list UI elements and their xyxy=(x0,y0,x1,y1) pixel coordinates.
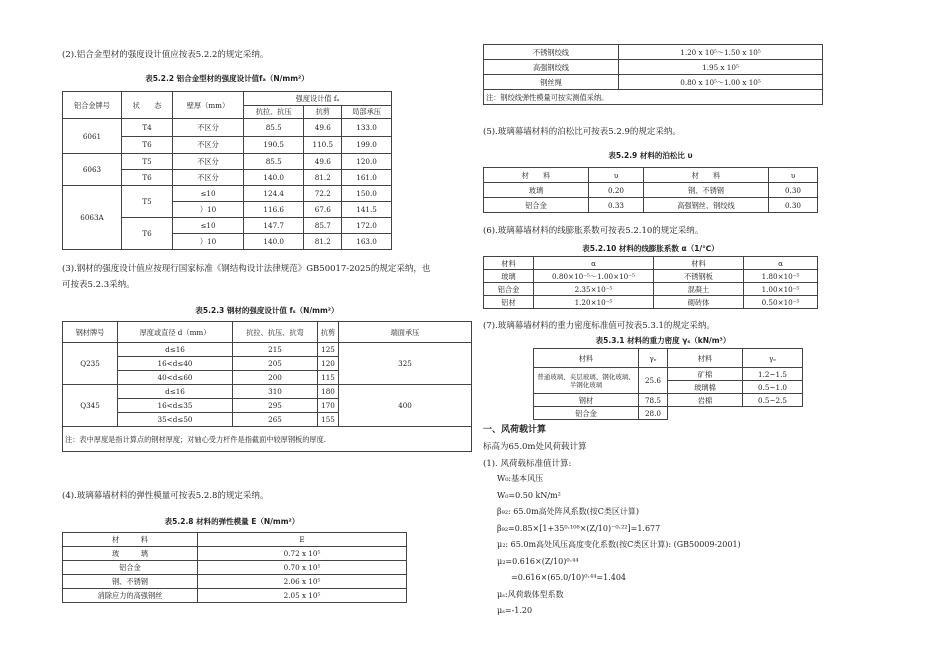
para-elastic-modulus: (4).玻璃幕墙材料的弹性模量可按表5.2.8的规定采纳。 xyxy=(62,491,269,501)
table-row: 玻 璃 0.72 x 10⁵ xyxy=(63,547,407,561)
formula-line: μₛ:风荷载体型系数 xyxy=(497,589,564,599)
table-row: 铝合金 28.0 xyxy=(534,407,803,420)
th-material: 材 料 xyxy=(63,533,198,547)
table-row: T6 不区分 140.0 81.2 161.0 xyxy=(63,170,392,186)
table-row: 16<d≤35 295 170 xyxy=(63,399,472,413)
table-5-2-9: 材 料 υ 材 料 υ 玻璃 0.20 钢、不锈钢 0.30 铝合金 0.33 高强钢丝、钢绞线 0.30 xyxy=(483,167,818,213)
para-wind-elevation: 标高为65.0m处风荷载计算 xyxy=(483,442,587,452)
th-shear: 抗剪 xyxy=(304,105,342,119)
table-row: 钢材 78.5 岩棉 0.5~2.5 xyxy=(534,394,803,407)
table-5-2-8-caption: 表5.2.8 材料的弹性模量 E（N/mm²） xyxy=(164,517,300,526)
table-5-2-10: 材料 α 材料 α 玻璃 0.80×10⁻⁵～1.00×10⁻⁵ 不锈钢板 1.80×10⁻⁵ 铝合金 2.35×10⁻⁵ 混凝土 1.00×10⁻⁵ 铝材 1.20×10⁻⁵ 砌砖体 0.50×10⁻⁵ xyxy=(483,256,818,309)
table-5-3-1: 材料 γₑ 材料 γₑ 普通玻璃、夹层玻璃、钢化玻璃、半钢化玻璃 25.6 矿棉 1.2~1.5 玻璃棉 0.5~1.0 钢材 78.5 岩棉 0.5~2.5 铝合金 28.0 xyxy=(533,348,803,420)
table-row: 不锈钢绞线 1.20 x 10⁵～1.50 x 10⁵ xyxy=(484,45,823,60)
table-row: 6061 T4 不区分 85.5 49.6 133.0 xyxy=(63,119,392,137)
table-row: 玻璃 0.80×10⁻⁵～1.00×10⁻⁵ 不锈钢板 1.80×10⁻⁵ xyxy=(484,270,818,283)
table-5-2-2-caption: 表5.2.2 铝合金型材的强度设计值fₐ（N/mm²） xyxy=(145,74,309,83)
formula-line: W₀:基本风压 xyxy=(497,474,544,483)
para-poisson: (5).玻璃幕墙材料的泊松比可按表5.2.9的规定采纳。 xyxy=(483,127,681,137)
table-row: 铝合金 2.35×10⁻⁵ 混凝土 1.00×10⁻⁵ xyxy=(484,283,818,296)
table-row: 35<d≤50 265 155 xyxy=(63,413,472,427)
table-row: T6 不区分 190.5 110.5 199.0 xyxy=(63,136,392,154)
th-design-value: 强度设计值 fₐ xyxy=(244,92,392,106)
th-grade: 钢材牌号 xyxy=(63,322,118,343)
formula-line: μₛ=-1.20 xyxy=(497,606,533,615)
th-e: E xyxy=(198,533,407,547)
th-grade: 铝合金牌号 xyxy=(63,92,122,119)
formula-line: β₉₂=0.85×[1+35⁰·¹⁰⁸×(Z/10)⁻⁰·²²]=1.677 xyxy=(497,523,661,533)
th-state: 状 态 xyxy=(122,92,173,119)
table-5-2-8-continued xyxy=(483,44,823,105)
table-row: Q345 d≤16 310 180 400 xyxy=(63,385,472,399)
table-row: 铝合金 0.33 高强钢丝、钢绞线 0.30 xyxy=(484,198,818,213)
table-row: 16<d≤40 205 120 xyxy=(63,357,472,371)
table-row: 玻璃 0.20 钢、不锈钢 0.30 xyxy=(484,183,818,198)
table-row: 普通玻璃、夹层玻璃、钢化玻璃、半钢化玻璃 25.6 矿棉 1.2~1.5 xyxy=(534,368,803,381)
para-gravity-density: (7).玻璃幕墙材料的重力密度标准值可按表5.3.1的规定采纳。 xyxy=(483,321,715,331)
th-tension: 抗拉、抗压、抗弯 xyxy=(233,322,318,343)
table-row: ）10 116.6 67.6 141.5 xyxy=(63,202,392,218)
table-row: 40<d≤60 200 115 xyxy=(63,371,472,385)
formula-line: β₉₂: 65.0m高处阵风系数(按C类区计算) xyxy=(497,507,640,516)
para-aluminum-strength: (2).铝合金型材的强度设计值应按表5.2.2的规定采纳。 xyxy=(62,50,269,60)
table-row: 高强钢绞线 1.95 x 10⁵ xyxy=(484,60,823,75)
th-thickness: 壁厚（mm） xyxy=(173,92,244,119)
table-note: 注：钢绞线弹性模量可按实测值采纳。 xyxy=(484,90,823,105)
formula-block xyxy=(497,471,827,620)
th-bearing: 局部承压 xyxy=(342,105,392,119)
table-row: 6063A T5 ≤10 124.4 72.2 150.0 xyxy=(63,186,392,202)
th-tension: 抗拉、抗压 xyxy=(244,105,304,119)
table-row: 铝材 1.20×10⁻⁵ 砌砖体 0.50×10⁻⁵ xyxy=(484,296,818,309)
table-row: ）10 140.0 81.2 163.0 xyxy=(63,234,392,250)
table-row: 玻璃棉 0.5~1.0 xyxy=(534,381,803,394)
formula-line: μ₂=0.616×(Z/10)⁰·⁴⁴ xyxy=(497,556,579,566)
table-row: 消除应力的高强钢丝 2.05 x 10⁵ xyxy=(63,589,407,603)
table-5-3-1-caption: 表5.3.1 材料的重力密度 γₛ（kN/m³） xyxy=(595,336,731,345)
table-5-2-3-caption: 表5.2.3 钢材的强度设计值 fₛ（N/mm²） xyxy=(195,306,339,315)
th-end-bearing: 端面承压 xyxy=(339,322,472,343)
table-5-2-3 xyxy=(62,321,472,452)
table-5-2-8 xyxy=(62,532,407,603)
table-5-2-10-caption: 表5.2.10 材料的线膨胀系数 α（1/℃） xyxy=(582,244,719,253)
table-5-2-9-caption: 表5.2.9 材料的泊松比 υ xyxy=(608,151,693,160)
table-5-2-2 xyxy=(62,91,392,250)
section-heading-wind-load: 一、风荷载计算 xyxy=(483,425,547,435)
formula-line: μ₂: 65.0m高处风压高度变化系数(按C类区计算): (GB50009-2001) xyxy=(497,540,741,549)
formula-line: =0.616×(65.0/10)⁰·⁴⁴=1.404 xyxy=(511,573,627,582)
th-thickness: 厚度或直径 d（mm） xyxy=(118,322,233,343)
th-shear: 抗剪 xyxy=(318,322,339,343)
table-row: 6063 T5 不区分 85.5 49.6 120.0 xyxy=(63,154,392,170)
table-row: 钢丝绳 0.80 x 10⁵～1.00 x 10⁵ xyxy=(484,75,823,90)
table-row: T6 ≤10 147.7 85.7 172.0 xyxy=(63,218,392,234)
para-wind-standard: (1). 风荷载标准值计算: xyxy=(483,459,572,469)
formula-line: W₀=0.50 kN/m² xyxy=(497,490,561,500)
table-row: Q235 d≤16 215 125 325 xyxy=(63,343,472,357)
para-steel-strength-1: (3).钢材的强度设计值应按现行国家标准《钢结构设计法律规范》GB50017-2025的规定采纳，也 xyxy=(62,264,431,274)
para-thermal-expansion: (6).玻璃幕墙材料的线膨胀系数可按表5.2.10的规定采纳。 xyxy=(483,226,704,236)
table-row: 钢、不锈钢 2.06 x 10⁵ xyxy=(63,575,407,589)
para-steel-strength-2: 可按表5.2.3采纳。 xyxy=(62,280,135,290)
table-row: 铝合金 0.70 x 10⁵ xyxy=(63,561,407,575)
table-note: 注：表中厚度是指计算点的钢材厚度；对轴心受力杆件是指截面中较厚钢板的厚度. xyxy=(63,427,472,452)
